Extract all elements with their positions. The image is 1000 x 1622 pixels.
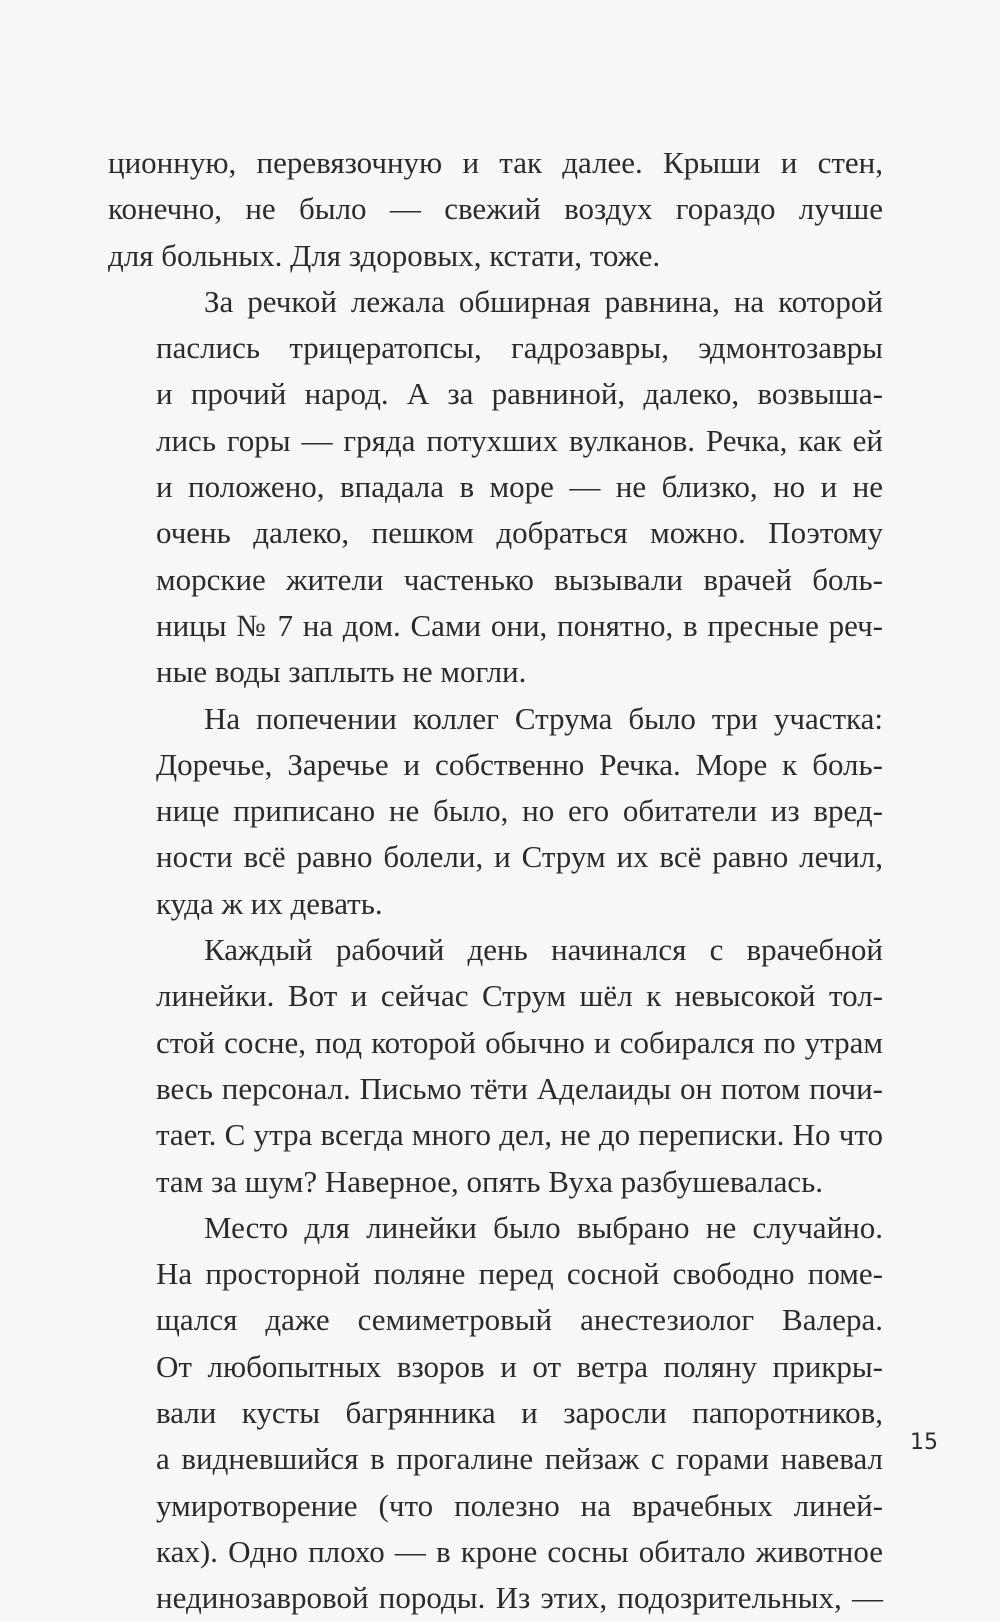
text-line: линейки. Вот и сейчас Струм шёл к невысокой тол- [156, 978, 883, 1014]
text-line: умиротворение (что полезно на врачебных линей- [156, 1487, 883, 1523]
text-line: очень далеко, пешком добраться можно. Поэтому [156, 515, 883, 551]
paragraph [108, 279, 883, 696]
text-line: нице приписано не было, но его обитатели из вред- [156, 793, 883, 829]
text-line: ные воды заплыть не могли. [156, 654, 527, 690]
body-text [108, 140, 883, 1622]
text-line: там за шум? Наверное, опять Вуха разбушевалась. [156, 1163, 823, 1199]
text-line: куда ж их девать. [156, 885, 383, 921]
text-line: стой сосне, под которой обычно и собирался по утрам [156, 1024, 883, 1060]
paragraph [108, 696, 883, 927]
text-line: Место для линейки было выбрано не случайно. [204, 1209, 883, 1245]
page-number: 15 [910, 1430, 938, 1455]
text-line: весь персонал. Письмо тёти Аделаиды он потом почи- [156, 1070, 883, 1106]
paragraph [108, 140, 883, 279]
text-line: На просторной поляне перед сосной свободно поме- [156, 1256, 883, 1292]
text-line: Каждый рабочий день начинался с врачебной [204, 932, 883, 968]
text-line: паслись трицератопсы, гадрозавры, эдмонтозавры [156, 330, 883, 366]
text-line: и прочий народ. А за равниной, далеко, возвыша- [156, 376, 883, 412]
text-line: ционную, перевязочную и так далее. Крыши и стен, [108, 145, 883, 180]
text-line: ках). Одно плохо — в кроне сосны обитало животное [156, 1533, 883, 1569]
text-line: лись горы — гряда потухших вулканов. Речка, как ей [156, 422, 883, 458]
text-line: От любопытных взоров и от ветра поляну прикры- [156, 1348, 883, 1384]
text-line: За речкой лежала обширная равнина, на которой [204, 283, 883, 319]
text-line: тает. С утра всегда много дел, не до переписки. Но что [156, 1117, 883, 1153]
paragraph [108, 1205, 883, 1622]
text-line: щался даже семиметровый анестезиолог Валера. [156, 1302, 883, 1338]
text-line: для больных. Для здоровых, кстати, тоже. [108, 237, 661, 273]
text-line: нединозавровой породы. Из этих, подозрительных, — [156, 1580, 883, 1616]
text-line: ницы № 7 на дом. Сами они, понятно, в пресные реч- [156, 607, 883, 643]
text-line: морские жители частенько вызывали врачей боль- [156, 561, 883, 597]
text-line: вали кусты багрянника и заросли папоротников, [156, 1395, 883, 1431]
text-line: конечно, не было — свежий воздух гораздо лучше [108, 191, 883, 227]
text-line: Доречье, Заречье и собственно Речка. Море к боль- [156, 746, 883, 782]
paragraph [108, 927, 883, 1205]
text-line: ности всё равно болели, и Струм их всё равно лечил, [156, 839, 883, 875]
text-line: и положено, впадала в море — не близко, но и не [156, 469, 883, 505]
text-line: а видневшийся в прогалине пейзаж с горами навевал [156, 1441, 883, 1477]
text-line: На попечении коллег Струма было три участка: [204, 700, 883, 736]
